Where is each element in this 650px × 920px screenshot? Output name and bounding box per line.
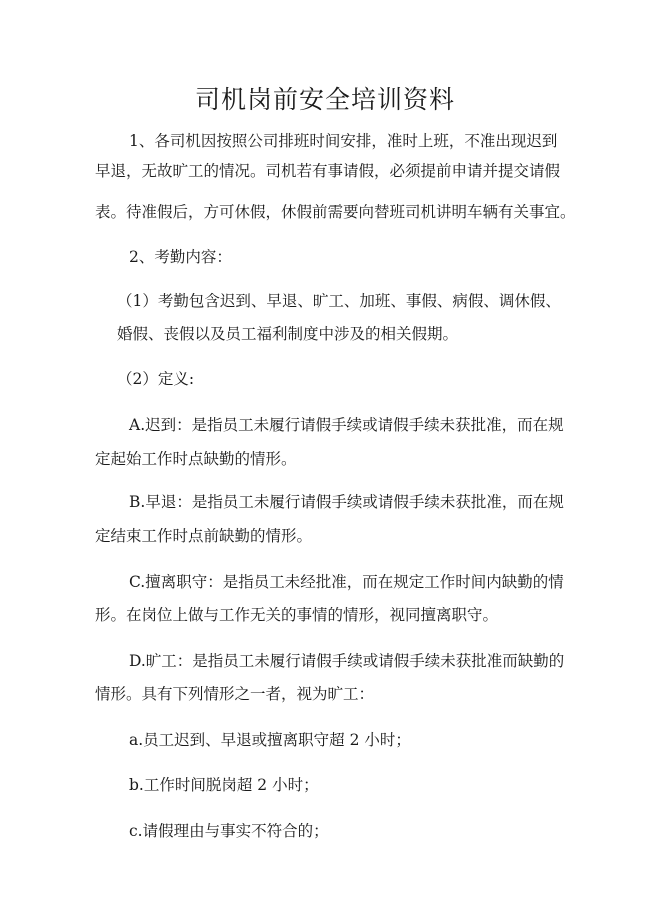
paragraph-line: 婚假、丧假以及员工福利制度中涉及的相关假期。 <box>117 325 459 343</box>
paragraph-line: 形。在岗位上做与工作无关的事情的情形，视同擅离职守。 <box>95 606 499 624</box>
paragraph-line: D.旷工：是指员工未履行请假手续或请假手续未获批准而缺勤的 <box>129 652 565 670</box>
paragraph-line: a.员工迟到、早退或擅离职守超 2 小时； <box>129 731 411 749</box>
paragraph-line: c.请假理由与事实不符合的； <box>129 822 329 840</box>
paragraph-line: 1、各司机因按照公司排班时间安排，准时上班，不准出现迟到 <box>129 132 558 150</box>
paragraph-line: 定起始工作时点缺勤的情形。 <box>95 450 297 468</box>
paragraph-line: 表。待准假后，方可休假，休假前需要向替班司机讲明车辆有关事宜。 <box>95 203 576 221</box>
document-title: 司机岗前安全培训资料 <box>194 85 455 114</box>
paragraph-line: B.早退：是指员工未履行请假手续或请假手续未获批准，而在规 <box>129 493 564 511</box>
paragraph-line: 早退，无故旷工的情况。司机若有事请假，必须提前申请并提交请假 <box>95 162 561 180</box>
paragraph-line: b.工作时间脱岗超 2 小时； <box>129 776 319 794</box>
paragraph-line: （2）定义: <box>117 370 195 388</box>
paragraph-line: 2、考勤内容： <box>129 248 232 266</box>
paragraph-line: 情形。具有下列情形之一者，视为旷工： <box>95 685 375 703</box>
paragraph-line: A.迟到：是指员工未履行请假手续或请假手续未获批准，而在规 <box>129 416 564 434</box>
paragraph-line: （1）考勤包含迟到、早退、旷工、加班、事假、病假、调休假、 <box>117 292 561 310</box>
paragraph-line: 定结束工作时点前缺勤的情形。 <box>95 527 313 545</box>
paragraph-line: C.擅离职守：是指员工未经批准，而在规定工作时间内缺勤的情 <box>129 573 564 591</box>
